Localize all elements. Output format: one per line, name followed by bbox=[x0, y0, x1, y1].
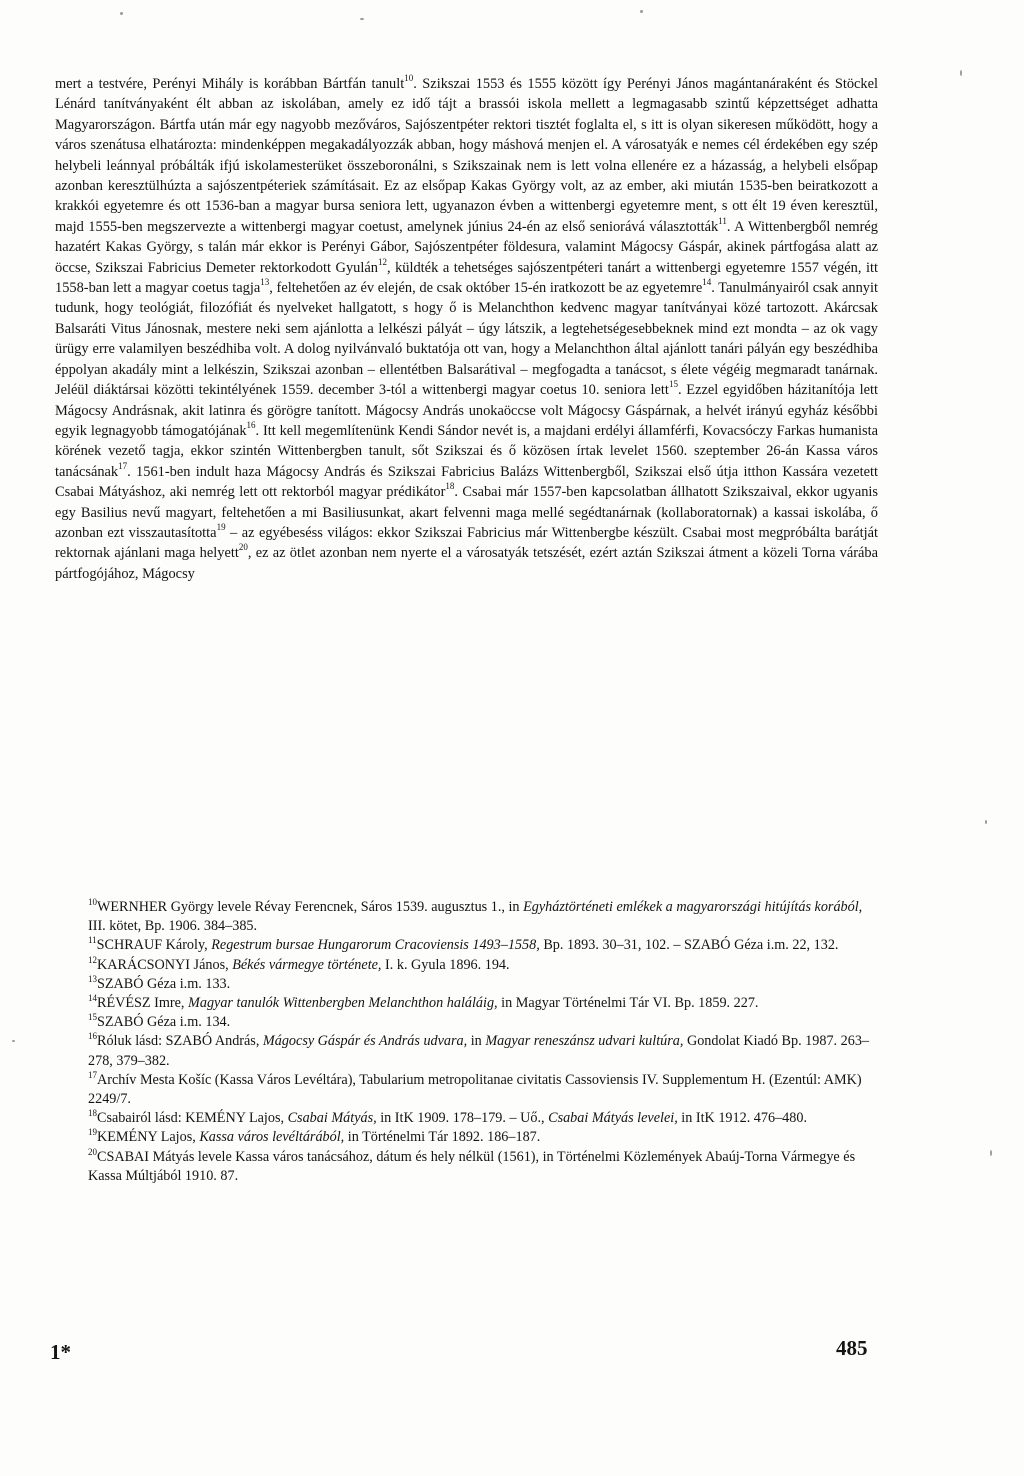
footnote-reference: 18 bbox=[445, 481, 455, 492]
scan-speck bbox=[985, 820, 987, 824]
body-text-run: mert a testvére, Perényi Mihály is korábban Bártfán tanult bbox=[55, 76, 405, 92]
footnote-text: in Magyar Történelmi Tár VI. Bp. 1859. 227. bbox=[497, 995, 759, 1012]
footnote-reference: 17 bbox=[118, 460, 128, 471]
body-text-run: – az egyébeséss világos: ekkor Szikszai Fabricius már Wittenbergbe készült. Csabai most megpróbálta barátját rektornak ajánlani maga helyett bbox=[55, 524, 878, 562]
footnote-text: SCHRAUF Károly, bbox=[96, 937, 212, 954]
scan-speck bbox=[360, 18, 364, 20]
footnote-text: Csabairól lásd: KEMÉNY Lajos, bbox=[97, 1110, 288, 1127]
footnote-reference: 14 bbox=[702, 277, 712, 288]
scan-speck bbox=[960, 70, 962, 76]
footnote-title: Csabai Mátyás, bbox=[287, 1110, 377, 1127]
footnote-text: WERNHER György levele Révay Ferencnek, Sáros 1539. augusztus 1., in bbox=[97, 899, 524, 915]
footnote-text: Archív Mesta Košíc (Kassa Város Levéltára), Tabularium metropolitanae civitatis Cassoviensis IV. Supplementum H. (Ezentúl: AMK) 2249/7. bbox=[88, 1071, 862, 1108]
footnote-title: Mágocsy Gáspár és András udvara, bbox=[262, 1033, 468, 1050]
body-text-run: . Tanulmányairól csak annyit tudunk, hogy teológiát, filozófiát és nyelveket hallgatott, s hogy ő is Melanchthon kedvenc magyar tanítványai közé tartozott. Akárcsak Balsaráti Vitus Jánosnak, mestere neki sem ajánlotta a lelkészi pályát – úgy látszik, a legtehetségesebbeknek mind ezt mondta – az ok vagy ürügy erre valamilyen beszédhiba volt. A dolog nyilvánvaló buktatója ott van, hogy a Melanchthon által ajánlott tanári pályán egy beszédhiba éppolyan akadály mint a lelkészin, Szikszai azonban – ellentétben Balsarátival – megfogadta a tanácsot, s élete végéig megmaradt tanárnak. Jeléül diáktársai közötti tekintélyének 1559. december 3-tól a wittenbergi magyar coetus 10. seniora lett bbox=[55, 280, 878, 399]
footnote-title: Regestrum bursae Hungarorum Cracoviensis 1493–1558, bbox=[211, 937, 540, 954]
footnote-number: 19 bbox=[88, 1127, 97, 1138]
body-text-run: , feltehetően az év elején, de csak október 15-én iratkozott be az egyetemre bbox=[269, 280, 703, 297]
footnote bbox=[88, 1148, 878, 1186]
footnote-text: CSABAI Mátyás levele Kassa város tanácsához, dátum és hely nélkül (1561), in Történelmi Közlemények Abaúj-Torna Vármegye és Kassa Múltjából 1910. 87. bbox=[88, 1148, 856, 1184]
footnote-text: in Történelmi Tár 1892. 186–187. bbox=[344, 1129, 541, 1146]
footnote bbox=[88, 1128, 878, 1147]
body-text-run: , ez az ötlet azonban nem nyerte el a városatyák tetszését, ezért aztán Szikszai átment a közeli Torna várába pártfogójához, Mágocsy bbox=[55, 545, 878, 582]
footnote-number: 17 bbox=[88, 1069, 97, 1080]
footnote-text: in ItK 1909. 178–179. – Uő., bbox=[376, 1110, 549, 1127]
footnote-title: Kassa város levéltárából, bbox=[199, 1129, 345, 1146]
footnote-reference: 11 bbox=[718, 215, 727, 226]
footnote-number: 12 bbox=[88, 954, 97, 965]
body-text-run: . Itt kell megemlítenünk Kendi Sándor nevét is, a majdani erdélyi államférfi, Kovacsóczy Farkas humanista körének vezető tagja, ekkor szintén Wittenbergben tanult, sőt Szikszai és ő közösen írtak levelet 1560. szeptember 26-án Kassa város tanácsának bbox=[55, 422, 878, 480]
footnote-text: Gondolat Kiadó Bp. 1987. 263–278, 379–382. bbox=[88, 1033, 870, 1069]
footnote-text: Bp. 1893. 30–31, 102. – SZABÓ Géza i.m. 22, 132. bbox=[539, 937, 839, 954]
body-paragraph bbox=[55, 74, 878, 584]
footnote-text: in ItK 1912. 476–480. bbox=[677, 1110, 808, 1127]
body-text-run: . A Wittenbergből nemrég hazatért Kakas György, s talán már ekkor is Perényi Gábor, Sajószentpéter földesura, valamint Mágocsy Gáspár, akinek pártfogása alatt az öccse, Szikszai Fabricius Demeter rektorkodott Gyulán bbox=[55, 218, 878, 276]
footnote bbox=[88, 898, 878, 936]
page-number: 485 bbox=[836, 1336, 868, 1360]
footnote bbox=[88, 1032, 878, 1070]
footnote-title: Egyháztörténeti emlékek a magyarországi hitújítás korából, bbox=[523, 899, 863, 915]
footnote bbox=[88, 994, 878, 1013]
scan-speck bbox=[640, 10, 643, 13]
footnote bbox=[88, 1071, 878, 1109]
footnote bbox=[88, 956, 878, 975]
body-text-run: . 1561-ben indult haza Mágocsy András és Szikszai Fabricius Balázs Wittenbergből, Szikszai első útja itthon Kassára vezetett Csabai Mátyáshoz, aki nemrég lett ott rektorból magyar prédikátor bbox=[55, 463, 878, 501]
body-text-run: , küldték a tehetséges sajószentpéteri tanárt a wittenbergi egyetemre 1557 végén, itt 1558-ban lett a magyar coetus tagja bbox=[55, 259, 878, 297]
body-text-run: . Csabai már 1557-ben kapcsolatban állhatott Szikszaival, ekkor ugyanis egy Basilius nevű magyart, feltehetően a mi Basiliusunkat, akart felvenni maga mellé segédtanárnak (kollaboratornak) a kassai iskolába, ő azonban ezt visszautasította bbox=[55, 484, 878, 541]
footnote-number: 11 bbox=[88, 935, 97, 946]
footnote-number: 10 bbox=[88, 897, 97, 907]
signature-mark: 1* bbox=[50, 1340, 71, 1364]
footnote-text: I. k. Gyula 1896. 194. bbox=[381, 956, 510, 973]
footnote-reference: 12 bbox=[377, 256, 387, 267]
footnote-reference: 20 bbox=[238, 542, 248, 553]
footnote-reference: 15 bbox=[668, 379, 678, 390]
footnote-reference: 19 bbox=[216, 521, 226, 532]
scan-speck bbox=[120, 12, 123, 15]
footnotes bbox=[88, 898, 878, 1186]
footnote-title: Magyar tanulók Wittenbergben Melanchthon haláláig, bbox=[188, 995, 498, 1012]
footnote-reference: 10 bbox=[404, 73, 414, 83]
footnote-text: Róluk lásd: SZABÓ András, bbox=[97, 1033, 263, 1050]
footnote-title: Magyar reneszánsz udvari kultúra, bbox=[485, 1033, 684, 1050]
footnote bbox=[88, 1013, 878, 1032]
footnote bbox=[88, 975, 878, 994]
footnote-title: Csabai Mátyás levelei, bbox=[548, 1110, 678, 1127]
footnote-text: SZABÓ Géza i.m. 133. bbox=[97, 975, 231, 992]
footnote-text: KEMÉNY Lajos, bbox=[97, 1129, 200, 1146]
footnote bbox=[88, 936, 878, 955]
footnote-text: RÉVÉSZ Imre, bbox=[97, 995, 189, 1012]
body-text-run: . Ezzel egyidőben házitanítója lett Mágocsy Andrásnak, akit latinra és görögre tanított. Mágocsy András unokaöccse volt Mágocsy Gáspárnak, a helvét irányú egyház későbbi egyik legnagyobb támogatójának bbox=[55, 382, 878, 439]
footnote-number: 15 bbox=[88, 1012, 97, 1023]
footnote bbox=[88, 1109, 878, 1128]
footnote-text: SZABÓ Géza i.m. 134. bbox=[97, 1014, 231, 1031]
scan-speck bbox=[12, 1040, 15, 1042]
footnote-number: 14 bbox=[88, 993, 97, 1004]
footnote-reference: 13 bbox=[260, 277, 270, 288]
footnote-number: 13 bbox=[88, 973, 97, 984]
footnote-number: 16 bbox=[88, 1031, 97, 1042]
footnote-number: 20 bbox=[88, 1146, 97, 1157]
footnote-text: III. kötet, Bp. 1906. 384–385. bbox=[88, 918, 258, 935]
footnote-title: Békés vármegye története, bbox=[232, 956, 382, 973]
scan-speck bbox=[990, 1150, 992, 1156]
footnote-text: in bbox=[467, 1033, 486, 1050]
footnote-number: 18 bbox=[88, 1108, 97, 1119]
footnote-reference: 16 bbox=[246, 419, 256, 430]
footnote-text: KARÁCSONYI János, bbox=[97, 956, 233, 973]
body-text-run: . Szikszai 1553 és 1555 között így Perényi János magántanáraként és Stöckel Lénárd tanítványaként élt abban az iskolában, amely ez idő tájt a brassói iskola mellett a legmagasabb szintű képzettséget adhatta Magyarországon. Bártfa után már egy nagyobb mezőváros, Sajószentpéter rektori tisztét foglalta el, s itt is olyan sikeresen működött, hogy a város szenátusa elhatározta: mindenképpen megakadályozzák abban, hogy máshová menjen el. A városatyák e nemes cél érdekében egy szép helybeli leánnyal próbálták ifjú iskolamesterüket összeboronálni, s Szikszainak nem is lett volna ellenére ez a házasság, a helybeli elsőpap azonban keresztülhúzta a sajószentpéteriek számításait. Ez az elsőpap Kakas György volt, az az ember, aki miután 1535-ben beiratkozott a krakkói egyetemre és ott 1536-ban a magyar bursa seniora lett, ugyanazon évben a wittenbergi egyetemre ment, s ott élt 19 éven keresztül, majd 1555-ben megszervezte a wittenbergi magyar coetust, amelynek június 24-én az első seniorává választották bbox=[55, 76, 878, 235]
